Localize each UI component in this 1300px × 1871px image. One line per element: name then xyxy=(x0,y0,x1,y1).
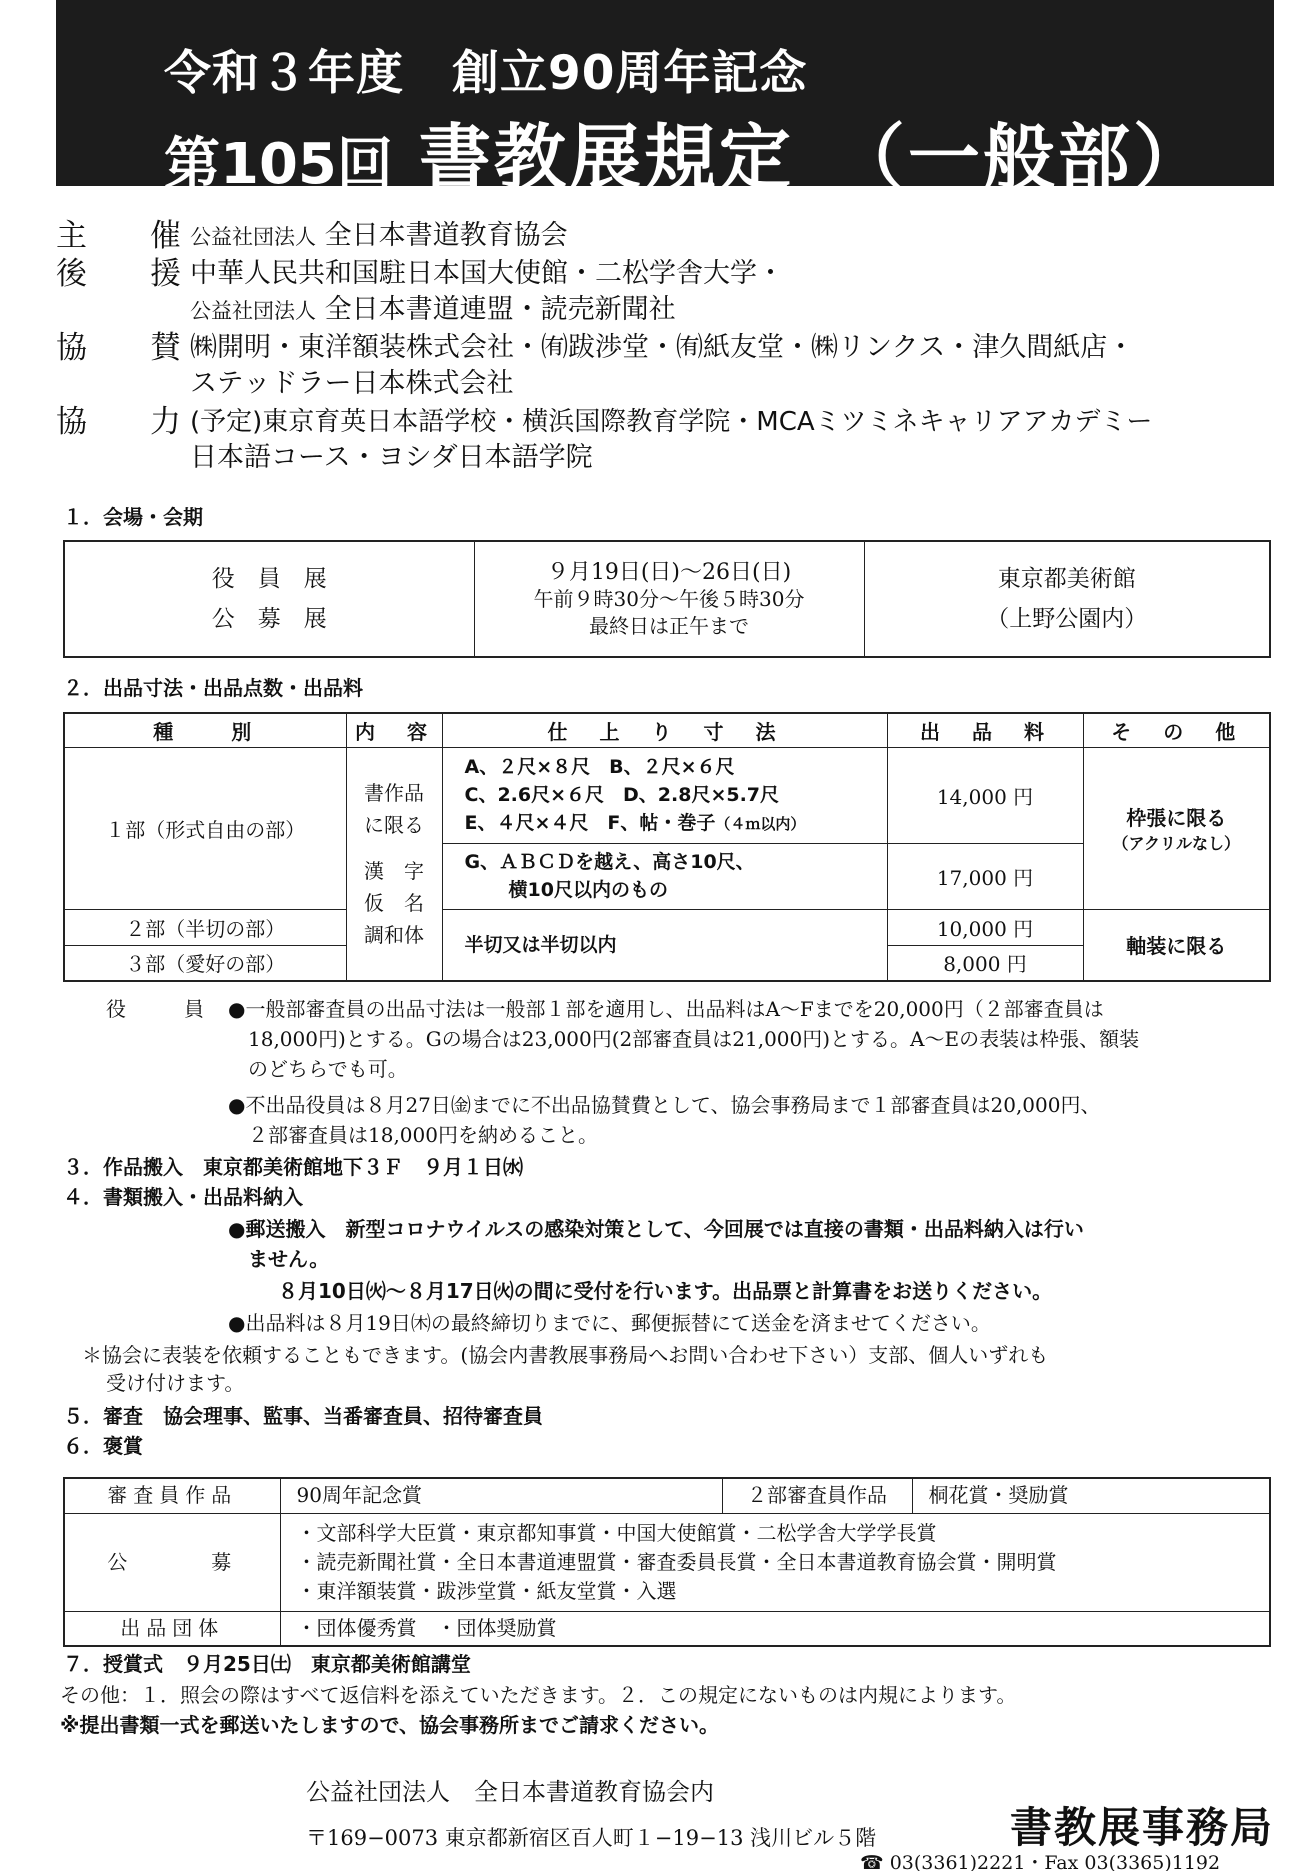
support-line-2-small: 公益社団法人 xyxy=(190,299,316,323)
support-label: 後 援 xyxy=(56,256,197,292)
other-note: その他：１．照会の際はすべて返信料を添えていただきます。２．この規定にないものは内規によります。 xyxy=(60,1683,1017,1707)
other-1-main: 枠張に限る xyxy=(1126,806,1227,830)
fee-3: 10,000 円 xyxy=(887,909,1083,945)
title-main: 書教展規定 （一般部） xyxy=(418,116,1208,200)
fee-2: 17,000 円 xyxy=(887,843,1083,909)
content-kanji: 漢 字 xyxy=(364,858,424,883)
coop-label: 協 力 xyxy=(56,404,197,440)
venue-name: 東京都美術館 xyxy=(997,566,1136,592)
col-other: そ の 他 xyxy=(1083,713,1270,747)
section-4-l4: ●出品料は８月19日㈭の最終締切りまでに、郵便振替にて送金を済ませてください。 xyxy=(228,1311,991,1335)
col-category: 種 別 xyxy=(64,713,346,747)
size-a-f xyxy=(442,747,887,843)
fee-4: 8,000 円 xyxy=(887,945,1083,981)
part-1: １部（形式自由の部） xyxy=(64,747,346,909)
size-line-3-main: E、４尺×４尺 F、帖・巻子 xyxy=(464,811,716,834)
section-4-l1: ●郵送搬入 新型コロナウイルスの感染対策として、今回展では直接の書類・出品料納入は行い xyxy=(228,1217,1084,1241)
exhibit-officer: 役 員 展 xyxy=(211,566,327,592)
fee-1: 14,000 円 xyxy=(887,747,1083,843)
award-judge-value: 90周年記念賞 xyxy=(280,1478,722,1513)
section-4-l3: ８月10日㈫〜８月17日㈫の間に受付を行います。出品票と計算書をお送りください。 xyxy=(278,1279,1053,1303)
officer-note-1a: ●一般部審査員の出品寸法は一般部１部を適用し、出品料はA〜Fまでを20,000円（２部審査員は xyxy=(228,997,1104,1021)
col-fee: 出 品 料 xyxy=(887,713,1083,747)
hours: 午前９時30分〜午後５時30分 xyxy=(533,586,805,611)
content-kana: 仮 名 xyxy=(364,890,424,915)
officer-note-1b: 18,000円)とする。Gの場合は23,000円(2部審査員は21,000円)とする。A〜Eの表装は枠張、額装 xyxy=(248,1027,1140,1051)
award-public-l3: ・東洋額装賞・跋渉堂賞・紙友堂賞・入選 xyxy=(296,1578,677,1603)
coop-line-1: (予定)東京育英日本語学校・横浜国際教育学院・MCAミツミネキャリアアカデミー xyxy=(190,407,1153,437)
part-3: ３部（愛好の部） xyxy=(64,945,346,981)
section-5: ５．審査 協会理事、監事、当番審査員、招待審査員 xyxy=(63,1404,543,1428)
host-value-small: 公益社団法人 xyxy=(190,225,316,249)
exhibit-public: 公 募 展 xyxy=(211,606,327,632)
size-g-2: 横10尺以内のもの xyxy=(508,879,668,901)
officer-note-1c: のどちらでも可。 xyxy=(248,1057,408,1081)
officer-note-2b: ２部審査員は18,000円を納めること。 xyxy=(248,1123,598,1147)
section-3: ３．作品搬入 東京都美術館地下３Ｆ ９月１日㈬ xyxy=(63,1155,523,1179)
content-b: に限る xyxy=(364,812,424,837)
host-label: 主 催 xyxy=(56,218,197,254)
sponsor-line-2: ステッドラー日本株式会社 xyxy=(190,368,514,399)
col-size: 仕 上 り 寸 法 xyxy=(442,713,887,747)
award-group-label: 出品団体 xyxy=(64,1611,280,1646)
size-line-1: A、２尺×８尺 B、２尺×６尺 xyxy=(464,755,735,778)
footer-address: 〒169−0073 東京都新宿区百人町１−19−13 浅川ビル５階 xyxy=(306,1826,877,1850)
content-a: 書作品 xyxy=(364,780,424,805)
host-row xyxy=(56,218,568,256)
awards-table xyxy=(63,1477,1271,1647)
request-note: ※提出書類一式を郵送いたしますので、協会事務所までご請求ください。 xyxy=(60,1713,720,1737)
sponsor-label: 協 賛 xyxy=(56,330,197,366)
col-content: 内 容 xyxy=(346,713,442,747)
footer-org: 公益社団法人 全日本書道教育協会内 xyxy=(306,1778,714,1806)
content-chowa: 調和体 xyxy=(364,922,424,947)
content-cell xyxy=(346,747,442,981)
section-6-title: ６．褒賞 xyxy=(63,1434,143,1458)
award-judge2-label: ２部審査員作品 xyxy=(722,1478,912,1513)
other-1 xyxy=(1083,747,1270,909)
title-banner xyxy=(56,0,1274,200)
size-g-1: G、ＡＢＣＤを越え、高さ10尺、 xyxy=(464,851,755,873)
venue xyxy=(864,541,1270,657)
award-group-value: ・団体優秀賞 ・団体奨励賞 xyxy=(280,1611,1270,1646)
size-line-3-small: （４ｍ以内） xyxy=(715,814,806,833)
host-value-main: 全日本書道教育協会 xyxy=(324,220,568,251)
exhibit-types xyxy=(64,541,474,657)
entry-table xyxy=(63,712,1271,982)
support-line-2-main: 全日本書道連盟・読売新聞社 xyxy=(324,294,676,325)
officer-note-2a: ●不出品役員は８月27日㈮までに不出品協賛費として、協会事務局まで１部審査員は20,000円、 xyxy=(228,1093,1101,1117)
section-4-l6: 受け付けます。 xyxy=(106,1371,245,1395)
support-line-2 xyxy=(190,292,676,329)
venue-table xyxy=(63,540,1271,658)
title-edition: 第105回 xyxy=(164,132,393,197)
officer-label: 役 員 xyxy=(106,997,210,1021)
footer-tel: ☎ 03(3361)2221・Fax 03(3365)1192 xyxy=(860,1852,1221,1871)
award-public-l2: ・読売新聞社賞・全日本書道連盟賞・審査委員長賞・全日本書道教育協会賞・開明賞 xyxy=(296,1549,1057,1574)
award-public-label: 公 募 xyxy=(64,1513,280,1611)
date-range: ９月19日(日)〜26日(日) xyxy=(546,559,792,585)
exhibit-dates xyxy=(474,541,864,657)
award-judge-label: 審査員作品 xyxy=(64,1478,280,1513)
section-2-title: ２．出品寸法・出品点数・出品料 xyxy=(63,676,363,700)
size-line-3 xyxy=(465,809,881,838)
size-line-2: C、2.6尺×６尺 D、2.8尺×5.7尺 xyxy=(464,783,780,806)
footer-office: 書教展事務局 xyxy=(1010,1803,1275,1852)
section-1-title: １．会場・会期 xyxy=(63,505,203,529)
section-4-title: ４．書類搬入・出品料納入 xyxy=(63,1185,303,1209)
sponsor-row xyxy=(56,330,1135,368)
coop-line-2: 日本語コース・ヨシダ日本語学院 xyxy=(190,442,593,473)
venue-sub: （上野公園内） xyxy=(986,606,1148,632)
part-2: ２部（半切の部） xyxy=(64,909,346,945)
last-day: 最終日は正午まで xyxy=(589,613,749,638)
support-line-1: 中華人民共和国駐日本国大使館・二松学舎大学・ xyxy=(190,258,784,289)
other-2: 軸装に限る xyxy=(1083,909,1270,981)
size-half: 半切又は半切以内 xyxy=(442,909,887,981)
other-1-sub: （アクリルなし） xyxy=(1112,834,1241,853)
award-public-value xyxy=(280,1513,1270,1611)
host-value xyxy=(190,218,568,255)
award-judge2-value: 桐花賞・奨励賞 xyxy=(912,1478,1270,1513)
title-line-1: 令和３年度 創立90周年記念 xyxy=(164,46,808,101)
support-row xyxy=(56,256,784,294)
title-line-2 xyxy=(164,100,1208,204)
section-4-l2: ません。 xyxy=(248,1247,330,1271)
award-public-l1: ・文部科学大臣賞・東京都知事賞・中国大使館賞・二松学舎大学学長賞 xyxy=(296,1520,937,1545)
coop-row xyxy=(56,404,1153,442)
sponsor-line-1: ㈱開明・東洋額装株式会社・㈲跋渉堂・㈲紙友堂・㈱リンクス・津久間紙店・ xyxy=(190,332,1135,363)
section-4-l5: ＊協会に表装を依頼することもできます。(協会内書教展事務局へお問い合わせ下さい）支部、個人いずれも xyxy=(82,1343,1049,1367)
size-g xyxy=(442,843,887,909)
section-7: ７．授賞式 ９月25日㈯ 東京都美術館講堂 xyxy=(63,1652,471,1676)
